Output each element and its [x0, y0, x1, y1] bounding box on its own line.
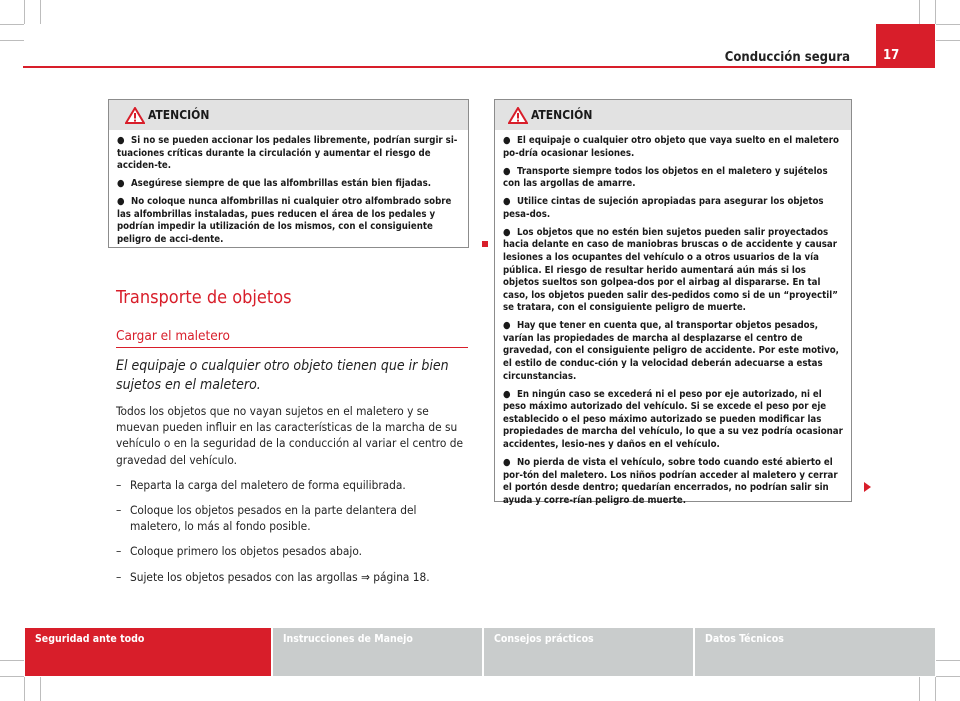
warning-box-left: [108, 99, 469, 248]
bullet-icon: ●: [503, 196, 511, 208]
crop-mark: [0, 660, 24, 661]
footer-tab[interactable]: Consejos prácticos: [484, 628, 693, 676]
footer-tab[interactable]: Seguridad ante todo: [25, 628, 271, 676]
warning-body: [495, 130, 851, 507]
bullet-icon: ●: [503, 457, 511, 468]
crop-mark: [935, 677, 936, 701]
crop-mark: [0, 676, 24, 677]
list-item-text: Coloque primero los objetos pesados abajo.: [130, 544, 362, 559]
dash-icon: –: [116, 544, 122, 559]
list-item-text: Coloque los objetos pesados en la parte delantera del maletero, lo más al fondo posible.: [130, 503, 417, 534]
lead-text: El equipaje o cualquier otro objeto tienen que ir bien sujetos en el maletero.: [116, 358, 449, 393]
warning-item: [117, 135, 460, 173]
list-item-text: Sujete los objetos pesados con las argollas ⇒ página 18.: [130, 569, 430, 584]
crop-mark: [40, 677, 41, 701]
crop-mark: [24, 677, 25, 701]
bullet-icon: ●: [503, 388, 511, 400]
dash-icon: –: [116, 477, 122, 492]
list-item: [116, 569, 468, 585]
header-rule: [23, 66, 935, 68]
warning-item-text: Asegúrese siempre de que las alfombrillas están bien fijadas.: [131, 178, 432, 190]
list-item: [116, 543, 468, 559]
crop-mark: [919, 0, 920, 24]
bullet-icon: ●: [503, 320, 511, 332]
warning-item: [117, 196, 460, 246]
subsection-rule: [116, 347, 468, 348]
warning-body: [109, 130, 468, 247]
warning-item-text: En ningún caso se excederá ni el peso por eje autorizado, ni el peso máximo autorizado del vehículo. Si se excede el peso por eje establecido o el peso máximo autorizado se pueden modificar las propiedades de marcha del vehículo, lo que a su vez podría ocasionar accidentes, lesio-nes y daños en el vehículo.: [503, 388, 843, 451]
warning-header: [109, 100, 468, 130]
warning-item: [503, 166, 843, 191]
section-title: Transporte de objetos: [116, 287, 292, 308]
subsection-title: Cargar el maletero: [116, 328, 230, 344]
bullet-icon: ●: [117, 178, 125, 190]
bullet-icon: ●: [503, 226, 511, 238]
bullet-icon: ●: [117, 135, 125, 146]
steps-list: [116, 477, 468, 585]
list-item-text: Reparta la carga del maletero de forma equilibrada.: [130, 477, 406, 492]
warning-item: [503, 196, 843, 221]
bullet-icon: ●: [503, 165, 511, 177]
warning-title: ATENCIÓN: [531, 108, 593, 122]
footer-tab[interactable]: Datos Técnicos: [695, 628, 935, 676]
list-item: [116, 477, 468, 493]
warning-item: [503, 135, 843, 160]
bullet-icon: ●: [117, 196, 125, 208]
warning-item-text: Hay que tener en cuenta que, al transportar objetos pesados, varían las propiedades de marcha al desplazarse el centro de gravedad, con el consiguiente peligro de accidente. Por este motivo, el estilo de conduc-ción y la velocidad deberán adecuarse a estas circunstancias.: [503, 320, 839, 382]
crop-mark: [936, 40, 960, 41]
warning-item-text: El equipaje o cualquier otro objeto que vaya suelto en el maletero po-dría ocasionar lesiones.: [503, 135, 839, 159]
continue-arrow-icon: [864, 482, 871, 492]
dash-icon: –: [116, 503, 122, 518]
warning-item-text: Utilice cintas de sujeción apropiadas para asegurar los objetos pesa-dos.: [503, 196, 824, 220]
warning-item: [117, 178, 460, 191]
warning-triangle-icon: [125, 107, 145, 124]
end-square-icon: [482, 241, 488, 247]
warning-item-text: Si no se pueden accionar los pedales libremente, podrían surgir si-tuaciones críticas durante la circulación y aumentar el riesgo de acciden-te.: [117, 135, 458, 172]
warning-triangle-icon: [508, 107, 528, 124]
warning-item: [503, 227, 843, 315]
crop-mark: [935, 0, 936, 24]
crop-mark: [919, 677, 920, 701]
warning-item: [503, 320, 843, 383]
bullet-icon: ●: [503, 135, 511, 146]
warning-title: ATENCIÓN: [148, 108, 210, 122]
footer-tab[interactable]: Instrucciones de Manejo: [273, 628, 482, 676]
warning-item: [503, 457, 843, 507]
warning-item-text: No coloque nunca alfombrillas ni cualquier otro alfombrado sobre las alfombrillas instaladas, pues reducen el área de los pedales y podrían impedir la utilización de los mismos, con el consiguiente peligro de acci-dente.: [117, 196, 452, 245]
crop-mark: [0, 24, 24, 25]
warning-item: [503, 389, 843, 452]
crop-mark: [936, 24, 960, 25]
crop-mark: [40, 0, 41, 24]
list-item: [116, 502, 468, 534]
page-number: 17: [876, 24, 935, 66]
intro-paragraph: Todos los objetos que no vayan sujetos en el maletero y se muevan pueden influir en las características de la marcha de su vehículo o en la seguridad de la conducción al variar el centro de gravedad del vehículo.: [116, 404, 464, 467]
running-header-title: Conducción segura: [724, 50, 850, 65]
body-text: [116, 403, 468, 585]
crop-mark: [24, 0, 25, 24]
warning-item-text: No pierda de vista el vehículo, sobre todo cuando esté abierto el por-tón del maletero. Los niños podrían acceder al maletero y cerrar el portón desde dentro; quedarían encerrados, no podrían salir sin ayuda y corre-rían peligro de muerte.: [503, 457, 838, 506]
crop-mark: [0, 40, 24, 41]
crop-mark: [936, 660, 960, 661]
crop-mark: [936, 676, 960, 677]
warning-header: [495, 100, 851, 130]
warning-item-text: Transporte siempre todos los objetos en el maletero y sujételos con las argollas de amarre.: [503, 165, 828, 190]
warning-box-right: [494, 99, 852, 506]
warning-item-text: Los objetos que no estén bien sujetos pueden salir proyectados hacia delante en caso de maniobras bruscas o de accidente y causar lesiones a los ocupantes del vehículo o a otros usuarios de la vía pública. El riesgo de resultar herido aumentará aún más si los objetos sueltos son golpea-dos por el airbag al dispararse. En tal caso, los objetos pueden salir des-pedidos como si de un “proyectil” se tratara, con el consiguiente peligro de muerte.: [503, 226, 838, 314]
dash-icon: –: [116, 569, 122, 584]
